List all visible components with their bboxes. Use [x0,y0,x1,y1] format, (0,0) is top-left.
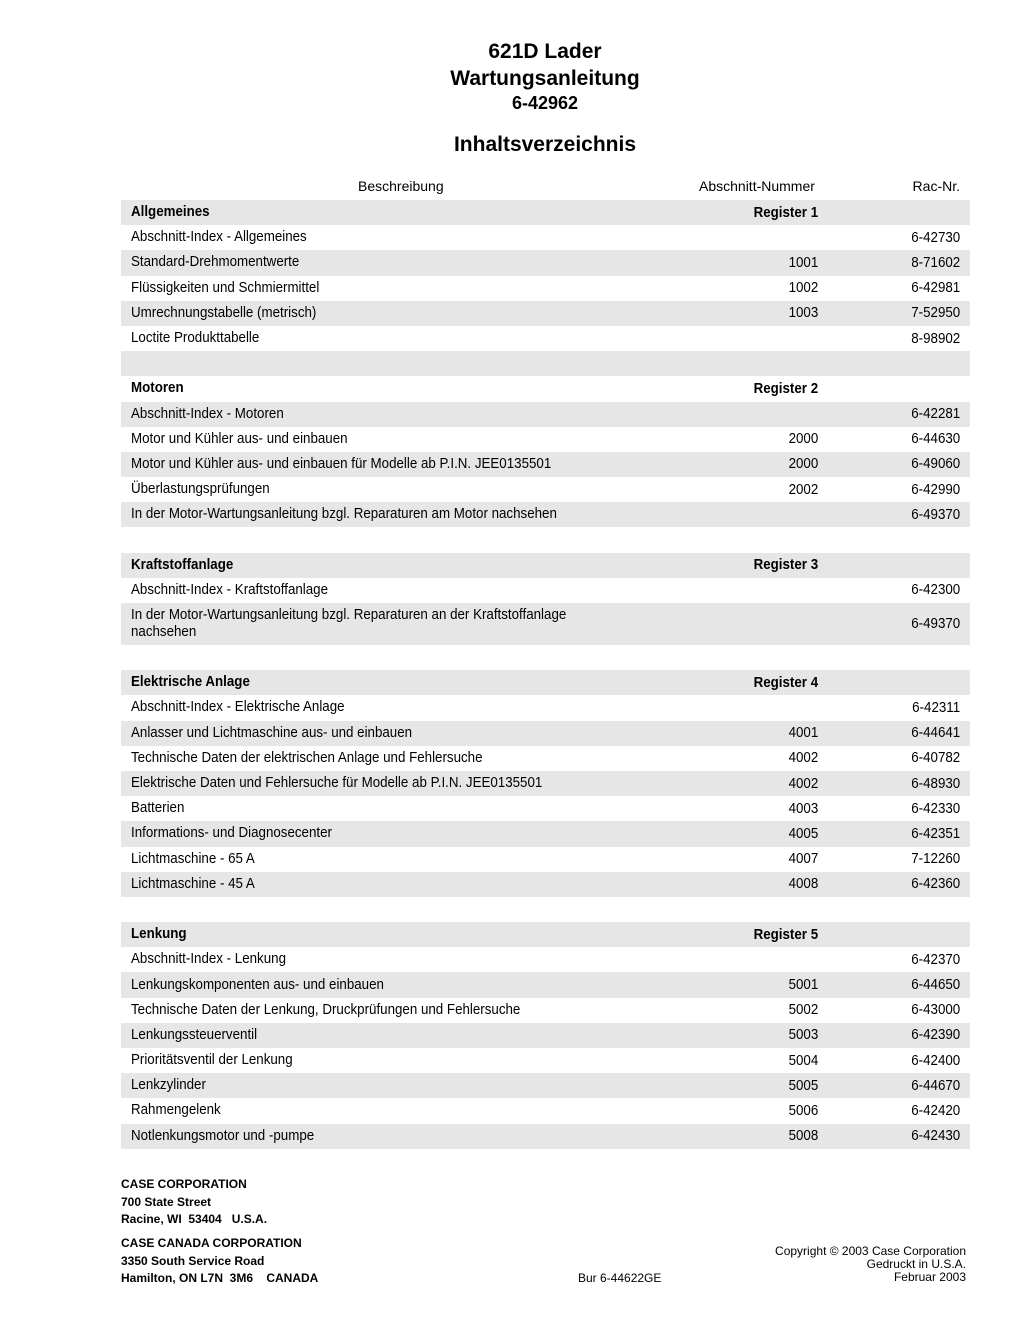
address-line: 700 State Street [121,1194,212,1209]
table-row [121,972,970,997]
row-description: Abschnitt-Index - Elektrische Anlage [131,699,345,716]
section-number: 4005 [788,825,818,842]
rac-number: 6-42730 [911,229,960,246]
table-row [121,225,970,250]
toc-table [121,200,970,1149]
rac-number: 6-43000 [911,1002,960,1019]
rac-number: 8-98902 [911,330,960,347]
section-title: Kraftstoffanlage [131,556,234,573]
table-row [121,947,970,972]
rac-number: 6-42370 [911,951,960,968]
rac-number: 6-42400 [911,1052,960,1069]
rac-number: 6-42281 [911,406,960,423]
register-label: Register 2 [753,380,818,397]
table-row [121,452,970,477]
table-row [121,578,970,603]
rac-number: 6-44650 [911,977,960,994]
row-description: Überlastungsprüfungen [131,481,270,498]
document-title: 621D Lader [488,40,602,63]
rac-number: 6-42390 [911,1027,960,1044]
footer-address-canada [121,1235,318,1288]
rac-number: 6-44641 [911,725,960,742]
rac-number: 6-49370 [911,506,960,523]
section-number: 4008 [788,876,818,893]
table-row [121,1124,970,1149]
rac-number: 7-52950 [911,305,960,322]
footer-address-us [121,1176,267,1229]
rac-number: 6-49060 [911,456,960,473]
rac-number: 6-42990 [911,481,960,498]
spacer-row [121,645,970,670]
table-row [121,721,970,746]
register-label: Register 4 [753,674,818,691]
address-line: 3350 South Service Road [121,1253,265,1268]
row-description: Technische Daten der Lenkung, Druckprüfungen und Fehlersuche [131,1001,521,1018]
rac-number: 6-40782 [911,750,960,767]
section-number: 2000 [788,431,818,448]
document-number: 6-42962 [511,93,579,113]
rac-number: 6-42300 [911,582,960,599]
rac-number: 6-42360 [911,876,960,893]
column-header-section: Abschnitt-Nummer [699,178,815,194]
document-title-block [0,38,1024,114]
table-row [121,326,970,351]
section-number: 4002 [788,775,818,792]
rac-number: 6-44670 [911,1077,960,1094]
rac-number: 7-12260 [911,851,960,868]
table-row [121,477,970,502]
register-label: Register 1 [753,204,818,221]
section-number: 4001 [788,725,818,742]
row-description: Lichtmaschine - 65 A [131,850,255,867]
spacer-row [121,897,970,922]
section-number: 1003 [788,305,818,322]
row-description: Umrechnungstabelle (metrisch) [131,304,317,321]
row-description: Lenkungskomponenten aus- und einbauen [131,976,384,993]
row-description: Prioritätsventil der Lenkung [131,1052,293,1069]
section-title: Motoren [131,380,184,397]
table-row [121,746,970,771]
table-row [121,301,970,326]
section-number: 5008 [788,1128,818,1145]
spacer-row [121,351,970,376]
table-row [121,402,970,427]
section-number: 5006 [788,1102,818,1119]
row-description: Anlasser und Lichtmaschine aus- und einbauen [131,724,413,741]
table-row [121,998,970,1023]
table-row [121,1023,970,1048]
rac-number: 6-42430 [911,1128,960,1145]
rac-number: 8-71602 [911,254,960,271]
row-description: Abschnitt-Index - Lenkung [131,951,286,968]
row-description: Standard-Drehmomentwerte [131,254,300,271]
toc-title: Inhaltsverzeichnis [453,133,637,156]
section-number: 4002 [788,750,818,767]
row-description: Lenkzylinder [131,1077,206,1094]
row-description: Flüssigkeiten und Schmiermittel [131,279,320,296]
row-description: Abschnitt-Index - Kraftstoffanlage [131,581,329,598]
section-number: 5003 [788,1027,818,1044]
row-description: Abschnitt-Index - Motoren [131,405,284,422]
address-line: Hamilton, ON L7N 3M6 CANADA [121,1271,319,1285]
row-description: Motor und Kühler aus- und einbauen [131,430,348,447]
section-number: 5001 [788,977,818,994]
row-description: Technische Daten der elektrischen Anlage und Fehlersuche [131,749,483,766]
row-description: Rahmengelenk [131,1102,221,1119]
row-description: Motor und Kühler aus- und einbauen für Modelle ab P.I.N. JEE0135501 [131,455,552,472]
copyright-block [775,1245,966,1284]
section-number: 2002 [788,481,818,498]
section-number: 5004 [788,1052,818,1069]
section-number: 5005 [788,1077,818,1094]
section-number: 5002 [788,1002,818,1019]
column-header-rac: Rac-Nr. [912,178,960,194]
row-description: Informations- und Diagnosecenter [131,825,332,842]
row-description: Abschnitt-Index - Allgemeines [131,229,307,246]
table-row [121,872,970,897]
table-row [121,847,970,872]
table-row [121,427,970,452]
address-line: Racine, WI 53404 U.S.A. [121,1212,268,1226]
row-description: Notlenkungsmotor und -pumpe [131,1127,315,1144]
rac-number: 6-42330 [911,800,960,817]
rac-number: 6-42420 [911,1102,960,1119]
section-header-row [121,553,970,578]
section-header-row [121,376,970,401]
table-row [121,1048,970,1073]
rac-number: 6-49370 [911,616,960,632]
section-header-row [121,200,970,225]
rac-number: 6-42351 [911,825,960,842]
section-number: 4007 [788,851,818,868]
section-number: 1002 [788,280,818,297]
table-row [121,603,970,645]
print-location: Gedruckt in U.S.A. [866,1257,966,1271]
section-number: 1001 [788,254,818,271]
table-row [121,1073,970,1098]
print-date: Februar 2003 [893,1270,966,1284]
column-header-description: Beschreibung [358,178,444,194]
section-header-row [121,670,970,695]
section-title: Elektrische Anlage [131,674,250,691]
section-number: 4003 [788,800,818,817]
table-row [121,250,970,275]
table-row [121,796,970,821]
table-row [121,821,970,846]
row-description: Lenkungssteuerventil [131,1026,258,1043]
row-description: Elektrische Daten und Fehlersuche für Modelle ab P.I.N. JEE0135501 [131,775,543,792]
row-description: In der Motor-Wartungsanleitung bzgl. Reparaturen an der Kraftstoffanlage nachsehen [131,607,567,640]
row-description: Loctite Produkttabelle [131,330,260,347]
rac-number: 6-42311 [912,699,960,716]
section-header-row [121,922,970,947]
copyright-line: Copyright © 2003 Case Corporation [775,1244,966,1258]
section-number: 2000 [788,456,818,473]
table-row [121,502,970,527]
table-row [121,1098,970,1123]
row-description: Lichtmaschine - 45 A [131,875,255,892]
rac-number: 6-48930 [911,775,960,792]
table-row [121,771,970,796]
register-label: Register 5 [753,926,818,943]
row-description: Batterien [131,800,185,817]
spacer-row [121,527,970,552]
rac-number: 6-44630 [911,431,960,448]
row-description: In der Motor-Wartungsanleitung bzgl. Reparaturen am Motor nachsehen [131,506,557,523]
address-line: CASE CORPORATION [121,1177,247,1191]
table-row [121,695,970,720]
table-row [121,276,970,301]
register-label: Register 3 [753,557,818,574]
document-reference: Bur 6-44622GE [578,1271,662,1285]
section-title: Allgemeines [131,204,210,221]
section-title: Lenkung [131,926,187,943]
document-subtitle: Wartungsanleitung [450,67,640,90]
rac-number: 6-42981 [911,280,960,297]
address-line: CASE CANADA CORPORATION [121,1236,302,1250]
